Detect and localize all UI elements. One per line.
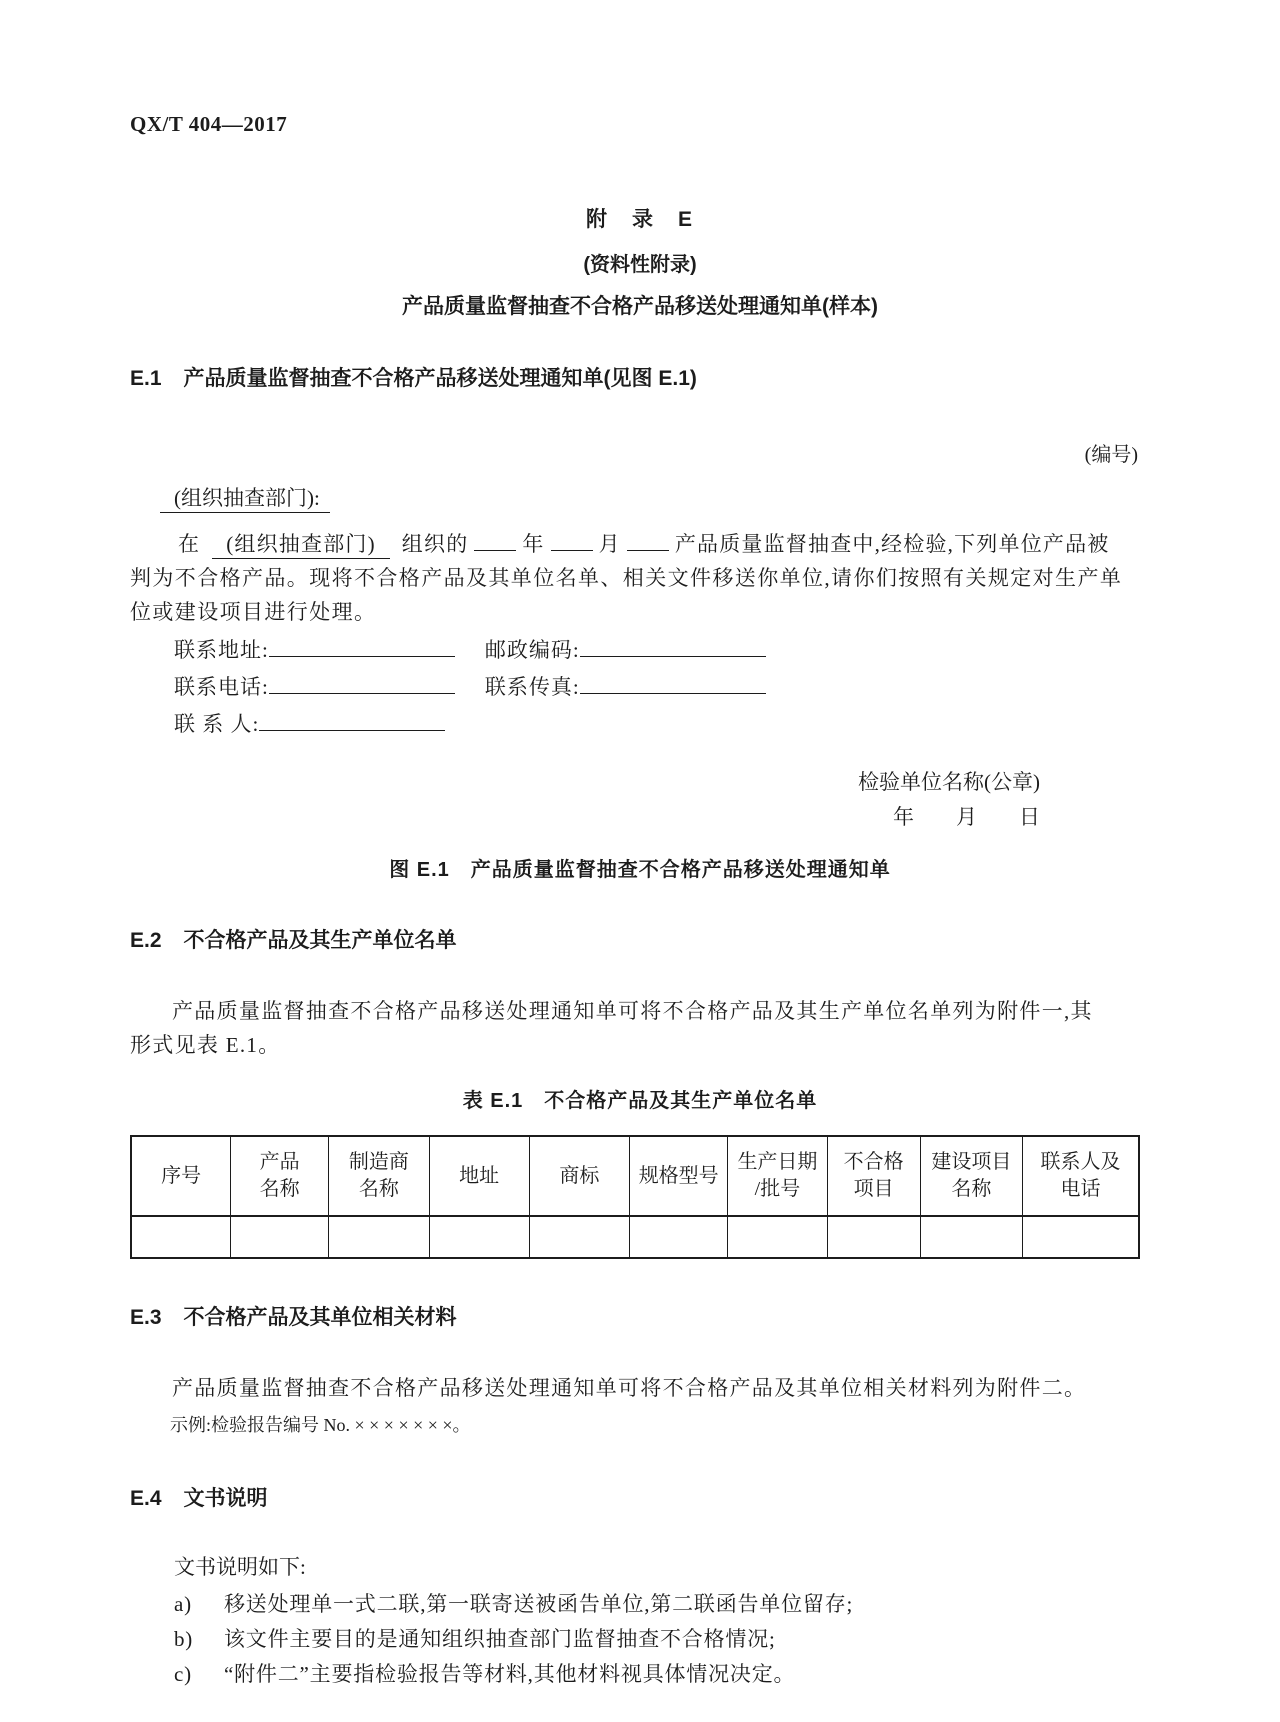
postcode-label: 邮政编码: [484,638,580,662]
letter-seg-in: 在 [178,532,201,556]
col-header-manufacturer: 制造商 名称 [329,1136,430,1216]
phone-blank [269,671,455,694]
col-header-project-name: 建设项目 名称 [920,1136,1023,1216]
phone-label: 联系电话: [174,675,269,699]
list-item-c-label: c) [174,1662,192,1686]
section-heading-e2 [130,924,1150,954]
person-blank [259,708,445,731]
month-label: 月 [598,532,621,556]
table-e1 [130,1135,1140,1259]
e2-paragraph-line2: 形式见表 E.1。 [130,1033,281,1057]
list-item-a-text: 移送处理单一式二联,第一联寄送被函告单位,第二联函告单位留存; [224,1592,854,1616]
section-title-e4: 文书说明 [183,1487,268,1510]
e4-intro: 文书说明如下: [174,1555,306,1579]
list-item-b-text: 该文件主要目的是通知组织抽查部门监督抽查不合格情况; [224,1627,776,1651]
person-label: 联 系 人: [174,712,260,736]
table-e1-caption: 表 E.1 不合格产品及其生产单位名单 [462,1090,818,1112]
col-header-failed-item: 不合格 项目 [827,1136,920,1216]
contact-block [130,632,1150,743]
e3-example: 示例:检验报告编号 No. × × × × × × ×。 [170,1415,471,1435]
letter-body-line2: 判为不合格产品。现将不合格产品及其单位名单、相关文件移送你单位,请你们按照有关规定对生产单 [130,566,1123,590]
letter-seg-rest: 产品质量监督抽查中,经检验,下列单位产品被 [674,532,1110,556]
section-title-e2: 不合格产品及其生产单位名单 [183,929,457,952]
table-header-row [131,1136,1139,1216]
section-number-e4: E.4 [130,1487,162,1510]
year-blank [474,528,516,551]
appendix-subtitle: (资料性附录) [583,254,697,276]
section-number-e2: E.2 [130,929,162,952]
contact-row-1 [174,632,1150,669]
section-number-e1: E.1 [130,367,162,390]
list-item-a [174,1587,1150,1622]
col-header-spec-model: 规格型号 [630,1136,728,1216]
appendix-title: 附 录 E [585,208,694,231]
col-header-trademark: 商标 [529,1136,630,1216]
signature-unit: 检验单位名称(公章) [858,770,1040,794]
section-number-e3: E.3 [130,1306,162,1329]
section-heading-e1 [130,362,1150,392]
col-header-contact-phone: 联系人及 电话 [1023,1136,1139,1216]
letter-body-line3: 位或建设项目进行处理。 [130,600,377,624]
serial-label: (编号) [1084,444,1138,466]
contact-row-2 [174,669,1150,706]
year-label: 年 [522,532,545,556]
list-item-c-text: “附件二”主要指检验报告等材料,其他材料视具体情况决定。 [224,1662,796,1686]
list-item-a-label: a) [174,1592,192,1616]
month-blank [551,528,593,551]
col-header-product-name: 产品 名称 [231,1136,329,1216]
letter-seg-organized: 组织的 [401,532,469,556]
table-empty-row [131,1216,1139,1258]
doc-number: QX/T 404—2017 [130,112,288,136]
signature-date: 年 月 日 [893,805,1040,829]
section-heading-e3 [130,1301,1150,1331]
list-item-c [174,1657,1150,1692]
col-header-address: 地址 [429,1136,529,1216]
col-header-index: 序号 [131,1136,231,1216]
day-blank [627,528,669,551]
e3-paragraph: 产品质量监督抽查不合格产品移送处理通知单可将不合格产品及其单位相关材料列为附件二。 [172,1376,1087,1400]
dept-salutation: (组织抽查部门): [160,486,330,513]
col-header-production-date: 生产日期 /批号 [728,1136,828,1216]
signature-block [130,765,1150,835]
fax-label: 联系传真: [484,675,580,699]
list-item-b [174,1622,1150,1657]
contact-row-3 [174,706,1150,743]
list-item-b-label: b) [174,1627,194,1651]
e2-paragraph-line1: 产品质量监督抽查不合格产品移送处理通知单可将不合格产品及其生产单位名单列为附件一,其 [172,999,1093,1023]
e4-list [130,1587,1150,1692]
section-heading-e4 [130,1482,1150,1512]
dept-salutation-line [130,481,1150,515]
address-label: 联系地址: [174,638,269,662]
section-title-e3: 不合格产品及其单位相关材料 [183,1306,457,1329]
dept-blank-inline: (组织抽查部门) [212,532,390,559]
letter-body-line1 [130,527,1150,561]
figure-e1-caption: 图 E.1 产品质量监督抽查不合格产品移送处理通知单 [389,859,891,881]
fax-blank [580,671,766,694]
appendix-subject: 产品质量监督抽查不合格产品移送处理通知单(样本) [402,295,878,318]
postcode-blank [580,634,766,657]
section-title-e1: 产品质量监督抽查不合格产品移送处理通知单(见图 E.1) [183,367,697,390]
address-blank [269,634,455,657]
